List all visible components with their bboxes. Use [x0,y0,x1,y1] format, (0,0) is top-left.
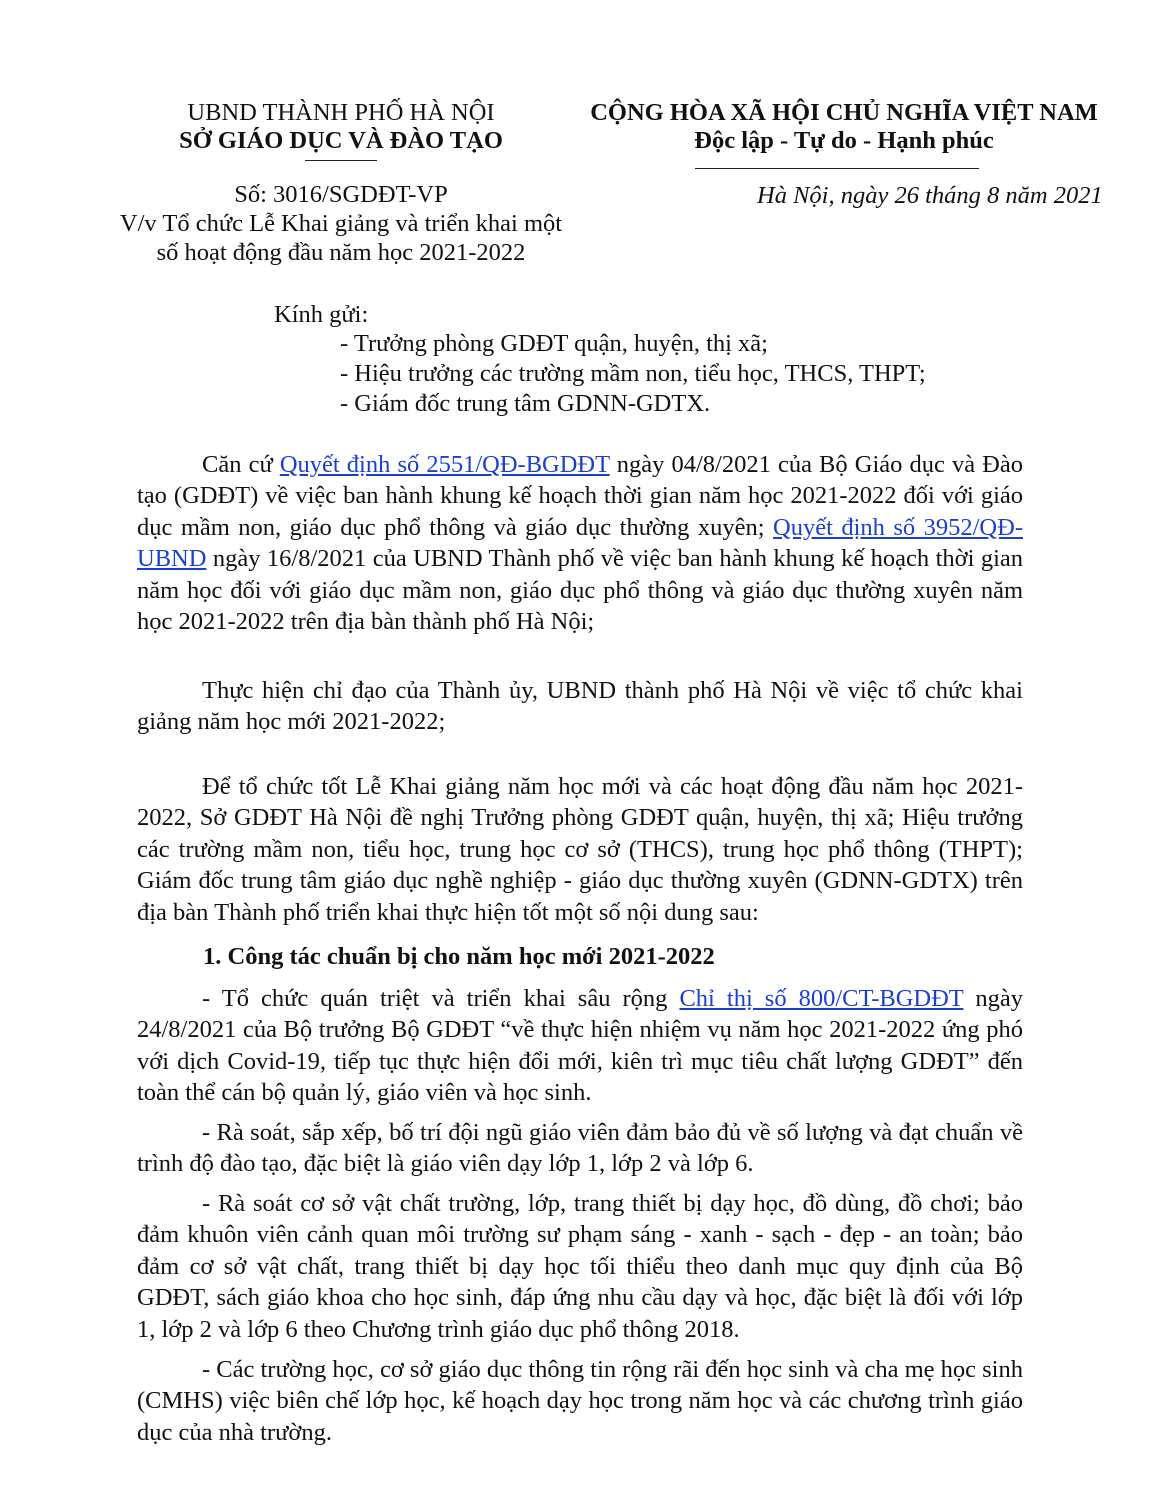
recipient-item: - Hiệu trưởng các trường mầm non, tiểu học, THCS, THPT; [340,360,926,387]
text-segment: ngày 16/8/2021 của UBND Thành phố về việc ban hành khung kế hoạch thời gian năm học đối với giáo dục mầm non, giáo dục phổ thông và giáo dục thường xuyên năm học 2021-2022 trên địa bàn thành phố Hà Nội; [137,545,1023,636]
decision-3952-link[interactable]: Quyết định số 3952/QĐ-UBND [137,513,1023,573]
text-segment: Căn cứ [202,451,280,478]
recipients-greeting: Kính gửi: [274,301,369,328]
text-segment: - Tổ chức quán triệt và triển khai sâu rộng [202,985,680,1012]
paragraph-directive: Thực hiện chỉ đạo của Thành ủy, UBND thành phố Hà Nội về việc tổ chức khai giảng năm học mới 2021-2022; [137,677,1023,736]
right-header-rule [695,168,979,169]
decision-2551-link[interactable]: Quyết định số 2551/QĐ-BGDĐT [279,451,610,478]
paragraph-request: Để tổ chức tốt Lễ Khai giảng năm học mới và các hoạt động đầu năm học 2021-2022, Sở GDĐT Hà Nội đề nghị Trưởng phòng GDĐT quận, huyện, thị xã; Hiệu trưởng các trường mầm non, tiểu học, trung học cơ sở (THCS), trung học phổ thông (THPT); Giám đốc trung tâm giáo dục nghề nghiệp - giáo dục thường xuyên (GDNN-GDTX) trên địa bàn Thành phố triển khai thực hiện tốt một số nội dung sau: [137,773,1023,926]
text-segment: ngày 04/8/2021 của Bộ Giáo dục và Đào tạo (GDĐT) về việc ban hành khung kế hoạch thời gian năm học 2021-2022 đối với giáo dục mầm non, giáo dục phổ thông và giáo dục thường xuyên; [137,451,1023,541]
national-motto: Độc lập - Tự do - Hạnh phúc [694,127,994,154]
section-1-title: 1. Công tác chuẩn bị cho năm học mới 2021-2022 [203,943,715,970]
text-segment: ngày 24/8/2021 của Bộ trưởng Bộ GDĐT “về thực hiện nhiệm vụ năm học 2021-2022 ứng phó với dịch Covid-19, tiếp tục thực hiện đổi mới, kiên trì mục tiêu chất lượng GDĐT” đến toàn thể cán bộ quản lý, giáo viên và học sinh. [137,985,1024,1107]
subject-line-2: số hoạt động đầu năm học 2021-2022 [156,239,526,266]
section-1-item-facilities: - Rà soát cơ sở vật chất trường, lớp, trang thiết bị dạy học, đồ dùng, đồ chơi; bảo đảm khuôn viên cảnh quan môi trường sư phạm sáng - xanh - sạch - đẹp - an toàn; bảo đảm cơ sở vật chất, trang thiết bị dạy học tối thiểu theo danh mục quy định của Bộ GDĐT, sách giáo khoa cho học sinh, đáp ứng nhu cầu dạy và học, đặc biệt là đối với lớp 1, lớp 2 và lớp 6 theo Chương trình giáo dục phổ thông 2018. [137,1190,1023,1343]
place-and-date: Hà Nội, ngày 26 tháng 8 năm 2021 [757,182,1103,209]
directive-800-link[interactable]: Chỉ thị số 800/CT-BGDĐT [679,985,964,1012]
paragraph-legal-basis [137,449,1023,637]
section-1-item-directive-800 [137,983,1023,1109]
subject-line-1: V/v Tổ chức Lễ Khai giảng và triển khai một [119,210,563,237]
recipient-item: - Giám đốc trung tâm GDNN-GDTX. [340,390,711,417]
document-number: Số: 3016/SGDĐT-VP [234,181,448,208]
section-1-item-teachers: - Rà soát, sắp xếp, bố trí đội ngũ giáo viên đảm bảo đủ về số lượng và đạt chuẩn về trình độ đào tạo, đặc biệt là giáo viên dạy lớp 1, lớp 2 và lớp 6. [137,1119,1023,1178]
left-header-rule [305,160,377,161]
issuing-authority: UBND THÀNH PHỐ HÀ NỘI [187,99,495,126]
recipient-item: - Trưởng phòng GDĐT quận, huyện, thị xã; [340,330,768,357]
issuing-department: SỞ GIÁO DỤC VÀ ĐÀO TẠO [179,127,503,154]
national-title: CỘNG HÒA XÃ HỘI CHỦ NGHĨA VIỆT NAM [590,99,1098,126]
section-1-item-communication: - Các trường học, cơ sở giáo dục thông tin rộng rãi đến học sinh và cha mẹ học sinh (CMHS) việc biên chế lớp học, kế hoạch dạy học trong năm học và các chương trình giáo dục của nhà trường. [137,1356,1023,1446]
